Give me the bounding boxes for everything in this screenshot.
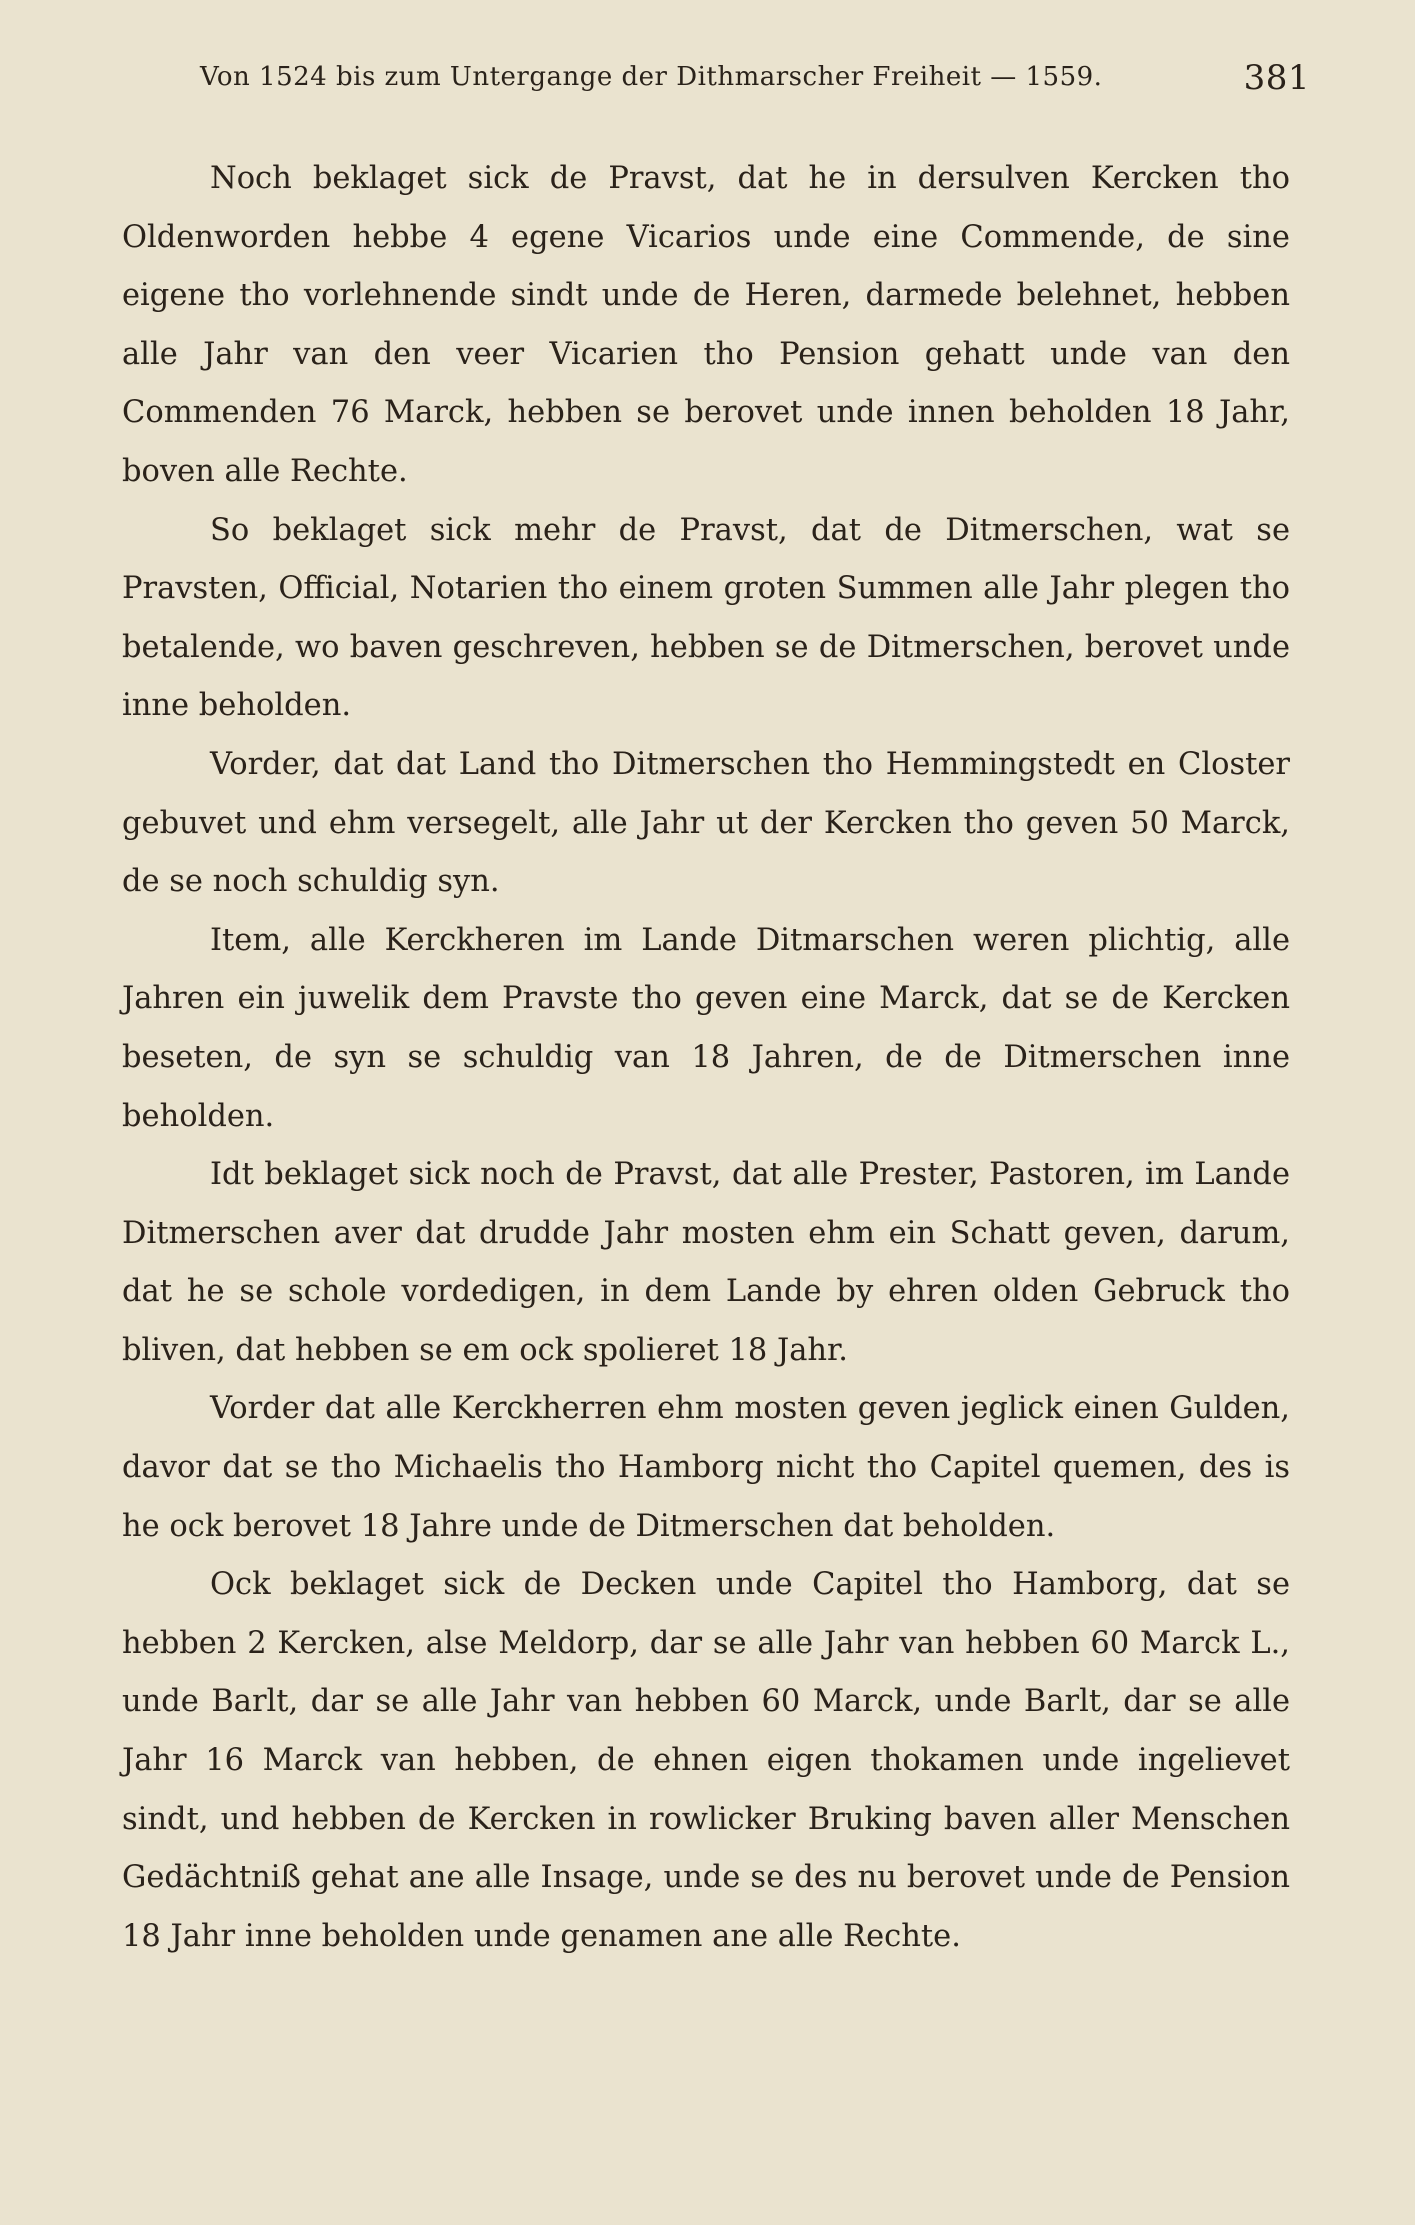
paragraph: Idt beklaget sick noch de Pravst, dat alle Prester, Pastoren, im Lande Ditmerschen aver dat drudde Jahr mosten ehm ein Schatt geven, darum, dat he se schole vordedigen, in dem Lande by ehren olden Gebruck tho bliven, dat hebben se em ock spolieret 18 Jahr. xyxy=(122,1157,1290,1368)
paragraph: Noch beklaget sick de Pravst, dat he in dersulven Kercken tho Oldenworden hebbe 4 egene Vicarios unde eine Commende, de sine eigene tho vorlehnende sindt unde de Heren, darmede belehnet, hebben alle Jahr van den veer Vicarien tho Pension gehatt unde van den Commenden 76 Marck, hebben se berovet unde innen beholden 18 Jahr, boven alle Rechte. xyxy=(122,161,1290,489)
paragraph: Ock beklaget sick de Decken unde Capitel tho Hamborg, dat se hebben 2 Kercken, alse Meldorp, dar se alle Jahr van hebben 60 Marck L., unde Barlt, dar se alle Jahr van hebben 60 Marck, unde Barlt, dar se alle Jahr 16 Marck van hebben, de ehnen eigen thokamen unde ingelievet sindt, und hebben de Kercken in rowlicker Bruking baven aller Menschen Gedächtniß gehat ane alle Insage, unde se des nu berovet unde de Pension 18 Jahr inne beholden unde genamen ane alle Rechte. xyxy=(122,1567,1290,1954)
paragraph: Item, alle Kerckheren im Lande Ditmarschen weren plichtig, alle Jahren ein juwelik dem Pravste tho geven eine Marck, dat se de Kercken beseten, de syn se schuldig van 18 Jahren, de de Ditmerschen inne beholden. xyxy=(122,922,1290,1134)
paragraph: So beklaget sick mehr de Pravst, dat de Ditmerschen, wat se Pravsten, Official, Notarien tho einem groten Summen alle Jahr plegen tho betalende, wo baven geschreven, hebben se de Ditmerschen, berovet unde inne beholden. xyxy=(122,512,1290,724)
running-title: Von 1524 bis zum Untergange der Dithmarscher Freiheit — 1559. xyxy=(200,62,1103,92)
body-text xyxy=(122,150,1290,1966)
page-number: 381 xyxy=(1243,58,1310,98)
paragraph: Vorder dat alle Kerckherren ehm mosten geven jeglick einen Gulden, davor dat se tho Michaelis tho Hamborg nicht tho Capitel quemen, des is he ock berovet 18 Jahre unde de Ditmerschen dat beholden. xyxy=(122,1391,1290,1544)
running-head xyxy=(200,58,1310,102)
paragraph: Vorder, dat dat Land tho Ditmerschen tho Hemmingstedt en Closter gebuvet und ehm versegelt, alle Jahr ut der Kercken tho geven 50 Marck, de se noch schuldig syn. xyxy=(122,746,1290,900)
